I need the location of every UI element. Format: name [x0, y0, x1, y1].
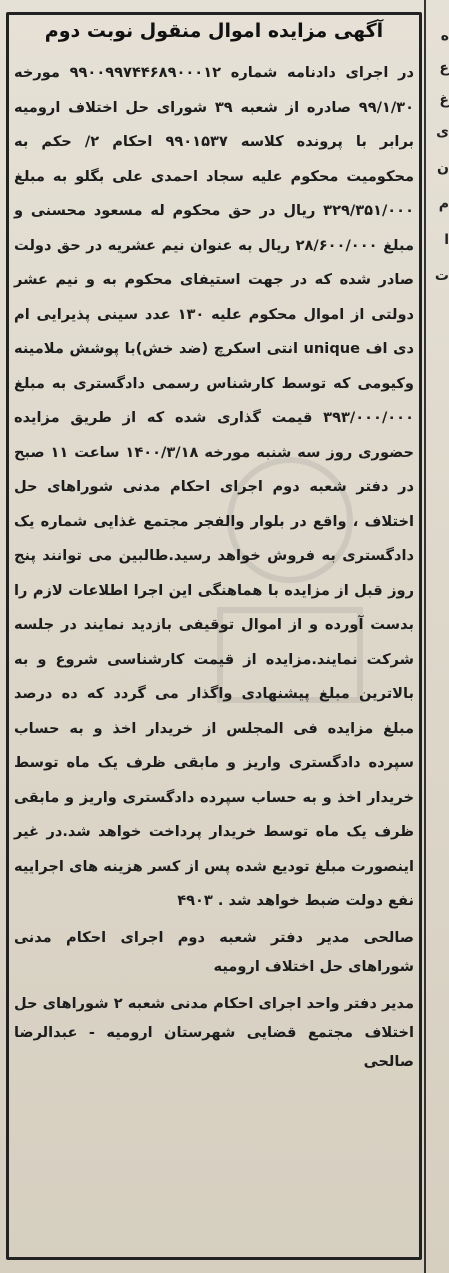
adjacent-char: م	[438, 196, 449, 212]
adjacent-char: ا	[444, 232, 449, 248]
adjacent-column-fragment	[424, 0, 449, 1273]
notice-content	[14, 56, 414, 1076]
adjacent-char: غ	[439, 92, 449, 108]
adjacent-char: ی	[436, 124, 449, 140]
signature-block-1: صالحی مدیر دفتر شعبه دوم اجرای احکام مدنی شوراهای حل اختلاف ارومیه	[14, 928, 414, 975]
adjacent-char: ن	[437, 160, 449, 176]
adjacent-char: ت	[434, 268, 449, 284]
notice-body: در اجرای دادنامه شماره ۹۹۰۰۹۹۷۴۴۶۸۹۰۰۰۱۲ مورخه ۹۹/۱/۳۰ صادره از شعبه ۳۹ شورای حل اختلاف ارومیه برابر با پرونده کلاسه ۹۹۰۱۵۳۷ احکام ۲/ حکم به محکومیت محکوم علیه سجاد احمدی علی بگلو به مبلغ ۳۲۹/۳۵۱/۰۰۰ ریال در حق محکوم له مسعود محسنی و مبلغ ۲۸/۶۰۰/۰۰۰ ریال به عنوان نیم عشریه در حق دولت صادر شده که در جهت استیفای محکوم به و نیم عشر دولتی از اموال محکوم علیه ۱۳۰ عدد سینی پذیرایی ام دی اف unique انتی اسکرچ (ضد خش)با پوشش ملامینه وکیومی که توسط کارشناس رسمی دادگستری به مبلغ ۳۹۳/۰۰۰/۰۰۰ قیمت گذاری شده که از طریق مزایده حضوری روز سه شنبه مورخه ۱۴۰۰/۳/۱۸ ساعت ۱۱ صبح در دفتر شعبه دوم اجرای احکام مدنی شوراهای حل اختلاف ، واقع در بلوار والفجر مجتمع غذایی شماره یک دادگستری به فروش خواهد رسید.طالبین می توانند پنج روز قبل از مزایده با هماهنگی این اجرا اطلاعات لازم را بدست آورده و از اموال توقیفی بازدید نمایند در جلسه شرکت نمایند.مزایده از قیمت کارشناسی شروع و به بالاترین مبلغ پیشنهادی واگذار می گردد که ده درصد مبلغ مزایده فی المجلس از خریدار اخذ و به حساب سپرده دادگستری واریز و مابقی ظرف یک ماه توسط خریدار اخذ و به حساب سپرده دادگستری واریز و مابقی ظرف یک ماه توسط خریدار پرداخت خواهد شد.در غیر اینصورت مبلغ تودیع شده پس از کسر هزینه های اجراییه نفع دولت ضبط خواهد شد . ۴۹۰۳	[14, 64, 415, 909]
signature-block-2: مدیر دفتر واحد اجرای احکام مدنی شعبه ۲ شوراهای حل اختلاف مجتمع قضایی شهرستان ارومیه - عبدالرضا صالحی	[14, 994, 414, 1070]
adjacent-char: ه	[440, 28, 449, 44]
adjacent-char: ع	[439, 60, 449, 76]
notice-title: آگهی مزایده اموال منقول نوبت دوم	[44, 20, 384, 42]
